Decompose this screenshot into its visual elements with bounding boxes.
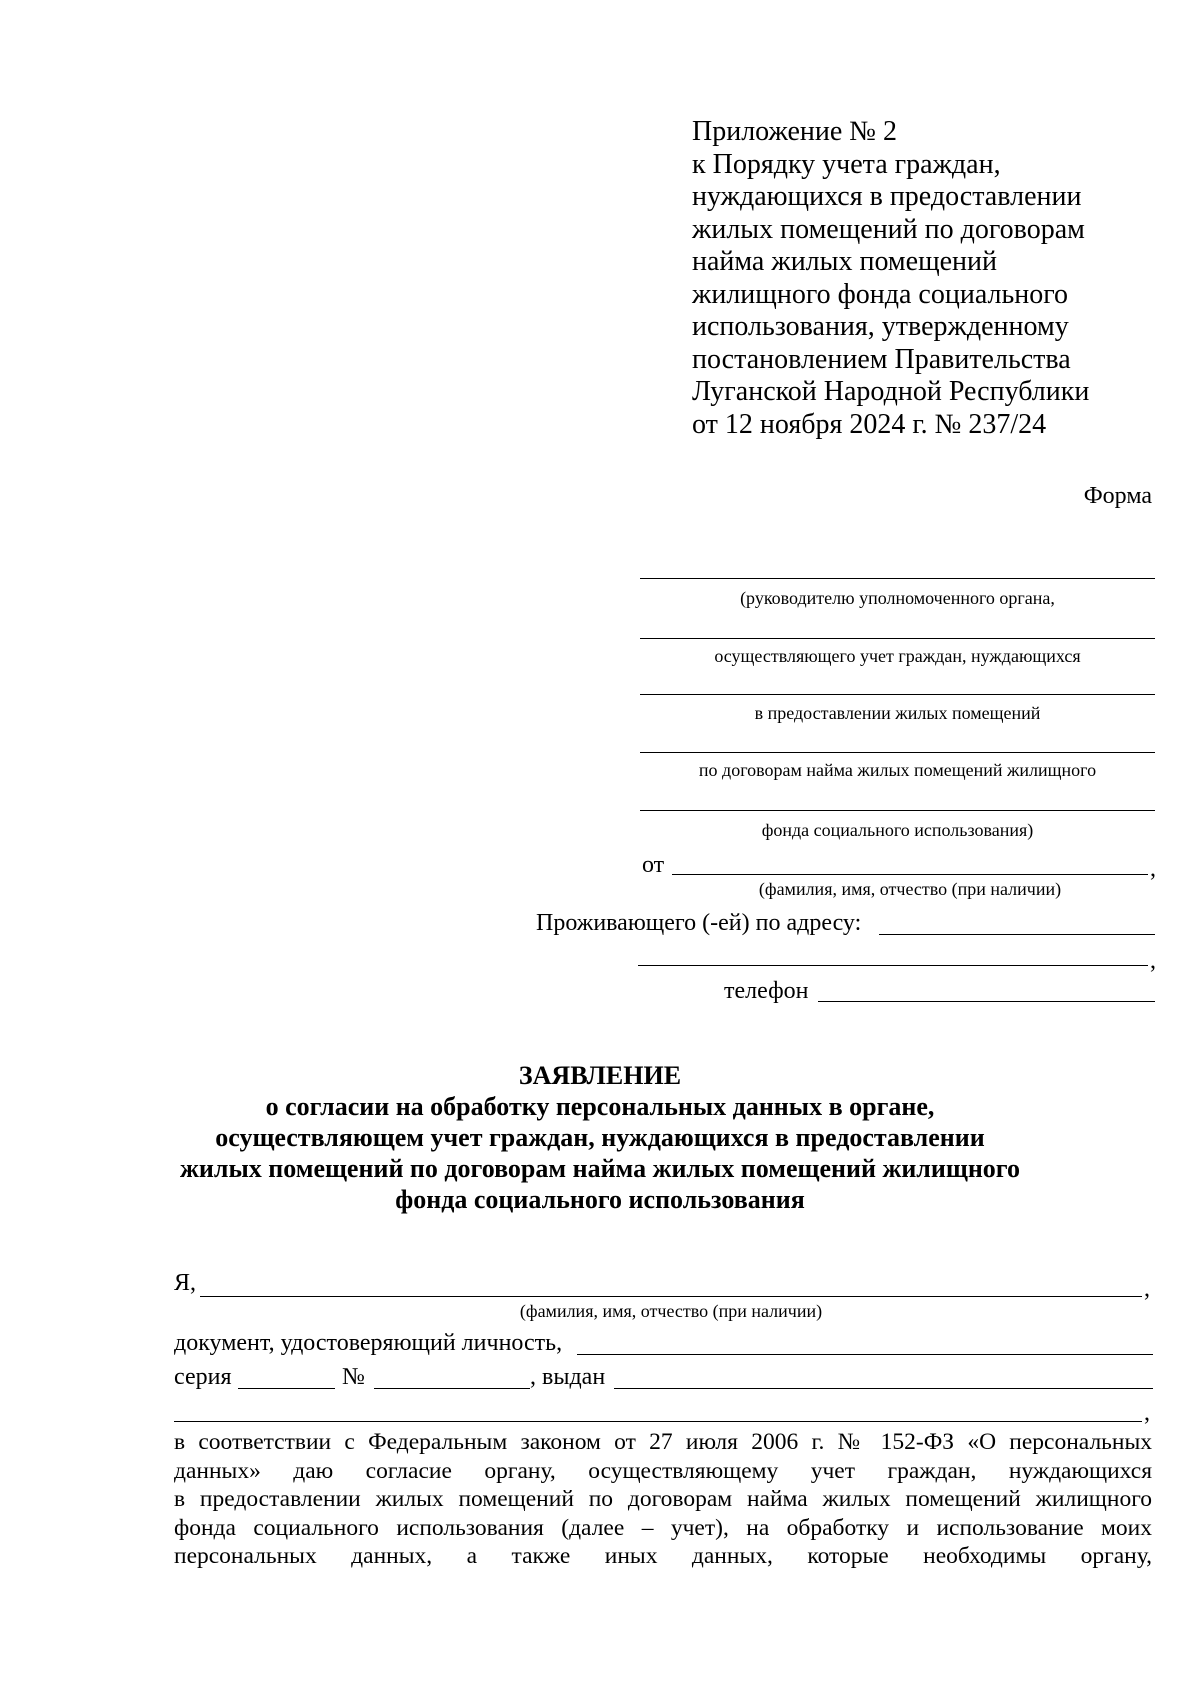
phone-label: телефон	[724, 978, 809, 1004]
title-line: ЗАЯВЛЕНИЕ	[518, 1061, 682, 1090]
issued-comma: ,	[1144, 1400, 1150, 1426]
series-label: серия	[174, 1364, 232, 1390]
addressee-line-2[interactable]	[640, 638, 1155, 639]
appendix-header	[692, 116, 1089, 441]
address-field-2[interactable]	[638, 965, 1148, 966]
from-label: от	[642, 852, 665, 878]
statement-title	[0, 1060, 1200, 1215]
appendix-line: к Порядку учета граждан,	[692, 148, 1001, 180]
id-document-label: документ, удостоверяющий личность,	[174, 1330, 563, 1356]
paragraph-line-text: в предоставлении жилых помещений по договорам найма жилых помещений жилищного	[174, 1486, 1152, 1512]
paragraph-line	[174, 1457, 1152, 1486]
applicant-name-caption: (фамилия, имя, отчество (при наличии)	[519, 1301, 823, 1321]
from-comma: ,	[1150, 856, 1156, 882]
number-field[interactable]	[374, 1388, 530, 1389]
appendix-line: использования, утвержденному	[692, 311, 1069, 342]
issued-label: , выдан	[530, 1364, 606, 1390]
form-label: Форма	[1083, 483, 1152, 509]
id-document-field[interactable]	[577, 1354, 1153, 1355]
appendix-line: найма жилых помещений	[692, 246, 998, 277]
title-line: жилых помещений по договорам найма жилых помещений жилищного	[180, 1154, 1020, 1183]
addressee-line-1[interactable]	[640, 578, 1155, 579]
applicant-name-field[interactable]	[200, 1296, 1142, 1297]
title-line: осуществляющем учет граждан, нуждающихся в предоставлении	[215, 1123, 985, 1152]
title-line: фонда социального использования	[395, 1185, 805, 1214]
issued-by-field-2[interactable]	[174, 1421, 1142, 1422]
paragraph-line-text: персональных данных, а также иных данных, которые необходимы органу,	[174, 1543, 1152, 1569]
title-line: о согласии на обработку персональных данных в органе,	[265, 1092, 935, 1121]
issued-by-field[interactable]	[614, 1388, 1153, 1389]
appendix-line: Приложение № 2	[692, 116, 897, 147]
paragraph-line	[174, 1485, 1152, 1514]
addressee-line-5[interactable]	[640, 810, 1155, 811]
phone-field[interactable]	[818, 1001, 1155, 1002]
series-field[interactable]	[238, 1388, 335, 1389]
appendix-line: жилых помещений по договорам	[692, 213, 1085, 245]
addressee-caption-3: в предоставлении жилых помещений	[754, 703, 1041, 723]
addressee-caption-2: осуществляющего учет граждан, нуждающихся	[714, 646, 1081, 666]
from-name-field[interactable]	[672, 874, 1148, 875]
appendix-line: постановлением Правительства	[692, 343, 1071, 375]
paragraph-line-text: данных» даю согласие органу, осуществляющему учет граждан, нуждающихся	[174, 1457, 1152, 1484]
appendix-line: от 12 ноября 2024 г. № 237/24	[692, 408, 1047, 440]
applicant-name-comma: ,	[1144, 1276, 1150, 1302]
paragraph-line	[174, 1542, 1152, 1571]
address-label: Проживающего (-ей) по адресу:	[536, 910, 862, 936]
addressee-caption-1: (руководителю уполномоченного органа,	[740, 588, 1055, 608]
paragraph-line-text: в соответствии с Федеральным законом от 27 июля 2006 г. № 152-ФЗ «О персональных	[174, 1429, 1152, 1455]
address-field-1[interactable]	[879, 934, 1155, 935]
i-label: Я,	[174, 1270, 197, 1296]
appendix-line: нуждающихся в предоставлении	[692, 181, 1082, 212]
paragraph-line-text: фонда социального использования (далее – учет), на обработку и использование моих	[174, 1514, 1152, 1541]
from-name-caption: (фамилия, имя, отчество (при наличии)	[758, 879, 1062, 899]
addressee-caption-5: фонда социального использования)	[761, 820, 1034, 840]
address-comma: ,	[1150, 948, 1156, 974]
paragraph-line	[174, 1428, 1152, 1457]
number-label: №	[342, 1364, 365, 1390]
addressee-caption-4: по договорам найма жилых помещений жилищного	[698, 760, 1097, 780]
appendix-line: жилищного фонда социального	[692, 278, 1069, 310]
consent-paragraph	[174, 1428, 1152, 1571]
paragraph-line	[174, 1514, 1152, 1543]
addressee-line-3[interactable]	[640, 694, 1155, 695]
appendix-line: Луганской Народной Республики	[692, 376, 1090, 407]
addressee-line-4[interactable]	[640, 752, 1155, 753]
